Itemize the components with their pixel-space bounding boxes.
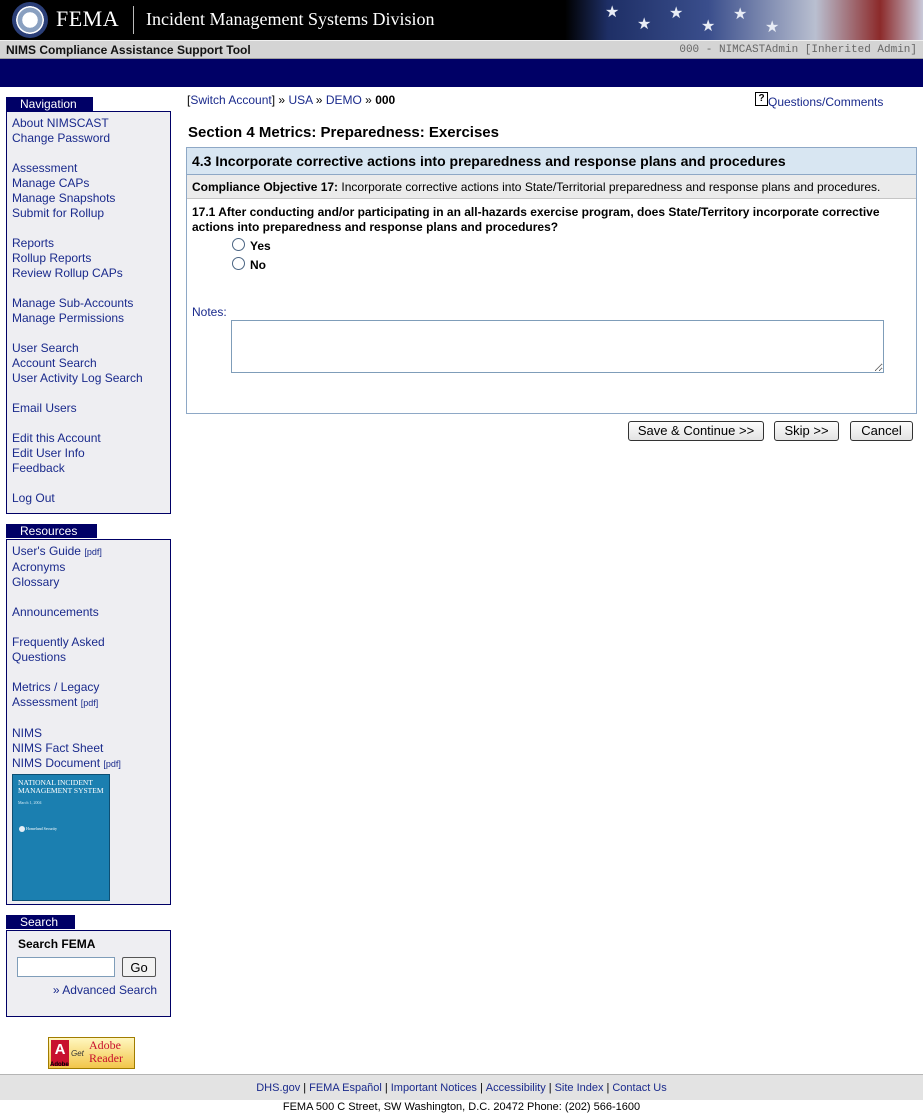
- search-input[interactable]: [17, 957, 115, 977]
- homeland-security-logo: Homeland Security: [19, 825, 57, 833]
- footer-link-dhs[interactable]: DHS.gov: [256, 1082, 301, 1094]
- option-yes[interactable]: Yes: [232, 238, 916, 254]
- notes-textarea[interactable]: [231, 320, 884, 373]
- breadcrumb-usa-link[interactable]: USA: [288, 93, 313, 107]
- nav-link-user-activity-log-search[interactable]: User Activity Log Search: [12, 371, 143, 385]
- nav-strip: [0, 59, 923, 87]
- star-icon: ★: [669, 5, 684, 22]
- tool-name: NIMS Compliance Assistance Support Tool: [6, 43, 251, 57]
- star-icon: ★: [733, 6, 748, 23]
- announcements-link[interactable]: Announcements: [12, 605, 99, 619]
- nims-document-cover[interactable]: NATIONAL INCIDENT MANAGEMENT SYSTEM March 1, 2004 Homeland Security: [12, 774, 110, 901]
- adobe-icon: A: [51, 1040, 69, 1066]
- footer-link-fema-espanol[interactable]: FEMA Español: [309, 1082, 382, 1094]
- fema-logo[interactable]: FEMA: [56, 6, 120, 31]
- nav-link-log-out[interactable]: Log Out: [12, 491, 55, 505]
- nav-link-reports[interactable]: Reports: [12, 236, 55, 250]
- nav-link-manage-sub-accounts[interactable]: Manage Sub-Accounts: [12, 296, 134, 310]
- faq-link[interactable]: Frequently Asked Questions: [12, 635, 105, 664]
- breadcrumb-demo-link[interactable]: DEMO: [325, 93, 362, 107]
- nav-link-submit-for-rollup[interactable]: Submit for Rollup: [12, 206, 105, 220]
- search-fema-label: Search FEMA: [18, 937, 96, 951]
- question-panel: [186, 147, 917, 414]
- navigation-panel: [6, 111, 171, 514]
- star-icon: ★: [605, 4, 620, 21]
- skip-button[interactable]: Skip >>: [774, 421, 839, 441]
- nav-link-change-password[interactable]: Change Password: [12, 131, 111, 145]
- nav-link-manage-caps[interactable]: Manage CAPs: [12, 176, 90, 190]
- help-icon[interactable]: ?: [755, 92, 768, 106]
- user-info: 000 - NIMCASTAdmin [Inherited Admin]: [679, 44, 917, 56]
- flag-image: [565, 0, 923, 40]
- nav-link-review-rollup-caps[interactable]: Review Rollup CAPs: [12, 266, 123, 280]
- footer-links: DHS.gov | FEMA Español | Important Notices | Accessibility | Site Index | Contact Us: [0, 1074, 923, 1100]
- acronyms-link[interactable]: Acronyms: [12, 560, 66, 574]
- nav-link-edit-this-account[interactable]: Edit this Account: [12, 431, 101, 445]
- star-icon: ★: [637, 16, 652, 33]
- section-title: Section 4 Metrics: Preparedness: Exercises: [188, 124, 499, 141]
- footer-link-important-notices[interactable]: Important Notices: [390, 1082, 477, 1094]
- nav-link-user-search[interactable]: User Search: [12, 341, 79, 355]
- switch-account-link[interactable]: Switch Account: [190, 93, 272, 107]
- get-adobe-reader-button[interactable]: A Adobe Get Adobe Reader: [48, 1037, 135, 1069]
- dhs-seal-icon: [12, 2, 48, 38]
- nav-link-account-search[interactable]: Account Search: [12, 356, 97, 370]
- nav-link-edit-user-info[interactable]: Edit User Info: [12, 446, 85, 460]
- radio-yes[interactable]: [232, 238, 245, 251]
- radio-no[interactable]: [232, 257, 245, 270]
- save-continue-button[interactable]: Save & Continue >>: [628, 421, 764, 441]
- search-panel: [6, 930, 171, 1017]
- breadcrumb: [Switch Account] » USA » DEMO » 000: [187, 93, 396, 107]
- nav-link-about-nimscast[interactable]: About NIMSCAST: [12, 116, 109, 130]
- panel-title: 4.3 Incorporate corrective actions into preparedness and response plans and procedures: [187, 148, 916, 175]
- nims-document-link[interactable]: NIMS Document [pdf]: [12, 756, 121, 770]
- questions-comments[interactable]: [755, 92, 883, 109]
- questions-comments-link[interactable]: Questions/Comments: [768, 95, 884, 109]
- search-heading: Search: [6, 915, 75, 929]
- users-guide-link[interactable]: User's Guide [pdf]: [12, 544, 102, 558]
- nav-link-assessment[interactable]: Assessment: [12, 161, 78, 175]
- question-text: 17.1 After conducting and/or participating in an all-hazards exercise program, does State/Territory incorporate corrective actions into preparedness and response plans and procedures?: [192, 205, 880, 234]
- nims-fact-sheet-link[interactable]: NIMS Fact Sheet: [12, 741, 104, 755]
- footer-address: FEMA 500 C Street, SW Washington, D.C. 20472 Phone: (202) 566-1600: [282, 1101, 641, 1113]
- nav-link-feedback[interactable]: Feedback: [12, 461, 65, 475]
- nims-link[interactable]: NIMS: [12, 726, 42, 740]
- division-title: Incident Management Systems Division: [146, 9, 435, 29]
- nav-link-manage-snapshots[interactable]: Manage Snapshots: [12, 191, 116, 205]
- resources-heading: Resources: [6, 524, 97, 538]
- nav-link-manage-permissions[interactable]: Manage Permissions: [12, 311, 125, 325]
- resources-panel: [6, 539, 171, 905]
- tool-bar: [0, 40, 923, 59]
- glossary-link[interactable]: Glossary: [12, 575, 60, 589]
- compliance-objective: Compliance Objective 17: Incorporate corrective actions into State/Territorial preparedness and response plans and procedures.: [187, 175, 916, 199]
- go-button[interactable]: Go: [122, 957, 155, 977]
- navigation-heading: Navigation: [6, 97, 93, 111]
- cancel-button[interactable]: Cancel: [850, 421, 913, 441]
- nav-link-email-users[interactable]: Email Users: [12, 401, 77, 415]
- footer-link-site-index[interactable]: Site Index: [554, 1082, 604, 1094]
- star-icon: ★: [701, 18, 716, 35]
- option-no[interactable]: No: [232, 257, 916, 273]
- metrics-legacy-link[interactable]: Metrics / Legacy Assessment [pdf]: [12, 680, 100, 709]
- advanced-search-link[interactable]: » Advanced Search: [52, 983, 157, 997]
- nav-link-rollup-reports[interactable]: Rollup Reports: [12, 251, 92, 265]
- breadcrumb-current: 000: [375, 93, 396, 107]
- footer-link-accessibility[interactable]: Accessibility: [485, 1082, 546, 1094]
- notes-label: Notes:: [192, 305, 227, 319]
- banner-divider: [133, 6, 134, 34]
- top-banner: [0, 0, 923, 40]
- star-icon: ★: [765, 19, 780, 36]
- footer-link-contact-us[interactable]: Contact Us: [612, 1082, 667, 1094]
